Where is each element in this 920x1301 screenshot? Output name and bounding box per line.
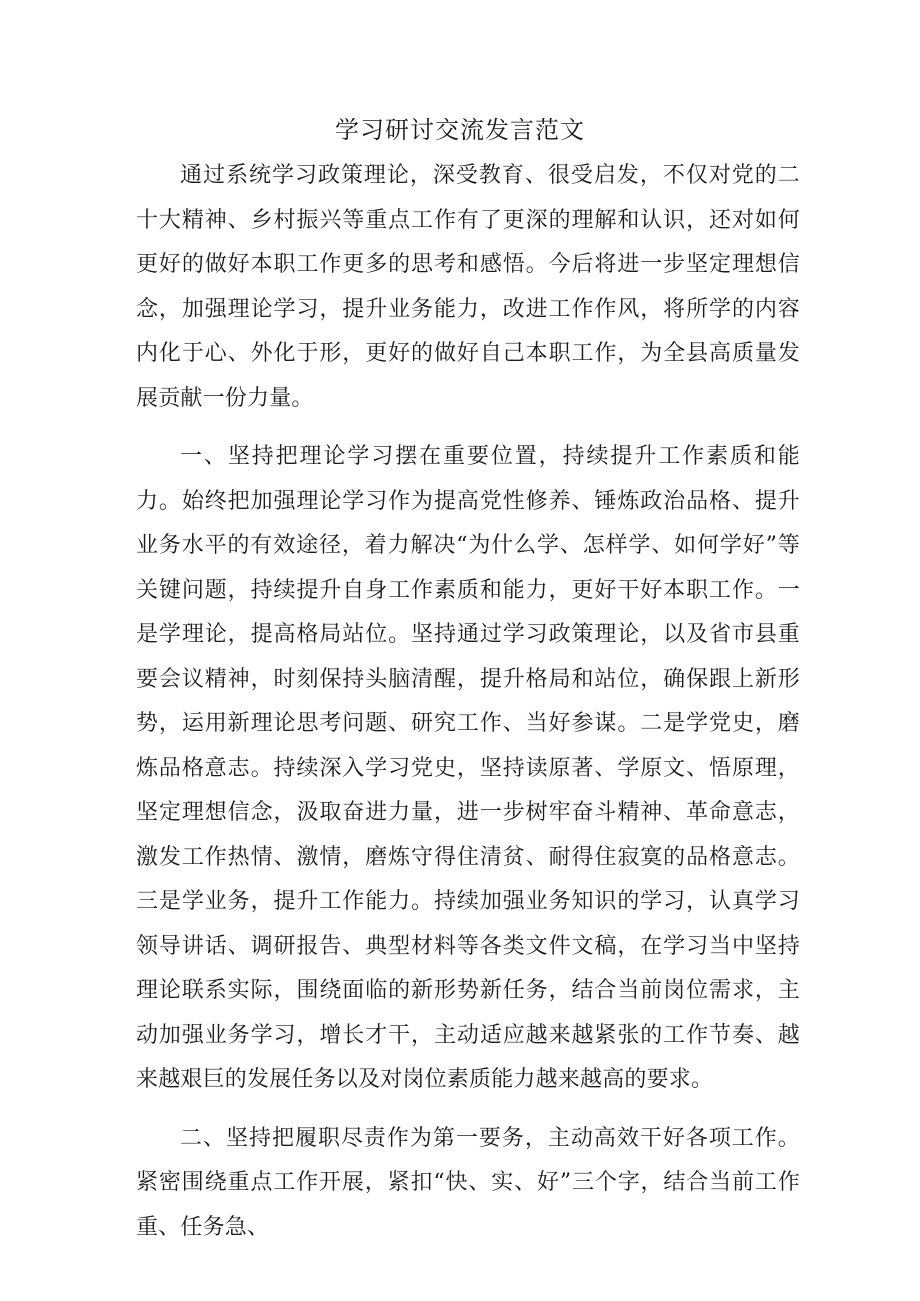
paragraph-intro: 通过系统学习政策理论，深受教育、很受启发，不仅对党的二十大精神、乡村振兴等重点工作有了更深的理解和认识，还对如何更好的做好本职工作更多的思考和感悟。今后将进一步坚定理想信念，加强理论学习，提升业务能力，改进工作作风，将所学的内容内化于心、外化于形，更好的做好自己本职工作，为全县高质量发展贡献一份力量。 [136, 163, 800, 411]
document-title: 学习研讨交流发言范文 [335, 116, 585, 144]
document-body [136, 154, 800, 1264]
paragraph-section-2: 二、坚持把履职尽责作为第一要务，主动高效干好各项工作。紧密围绕重点工作开展，紧扣“快、实、好”三个字，结合当前工作重、任务急、 [136, 1125, 800, 1240]
paragraph-section-1: 一、坚持把理论学习摆在重要位置，持续提升工作素质和能力。始终把加强理论学习作为提高党性修养、锤炼政治品格、提升业务水平的有效途径，着力解决“为什么学、怎样学、如何学好”等关键问题，持续提升自身工作素质和能力，更好干好本职工作。一是学理论，提高格局站位。坚持通过学习政策理论，以及省市县重要会议精神，时刻保持头脑清醒，提升格局和站位，确保跟上新形势，运用新理论思考问题、研究工作、当好参谋。二是学党史，磨炼品格意志。持续深入学习党史，坚持读原著、学原文、悟原理，坚定理想信念，汲取奋进力量，进一步树牢奋斗精神、革命意志，激发工作热情、激情，磨炼守得住清贫、耐得住寂寞的品格意志。三是学业务，提升工作能力。持续加强业务知识的学习，认真学习领导讲话、调研报告、典型材料等各类文件文稿，在学习当中坚持理论联系实际，围绕面临的新形势新任务，结合当前岗位需求，主动加强业务学习，增长才干，主动适应越来越紧张的工作节奏、越来越艰巨的发展任务以及对岗位素质能力越来越高的要求。 [136, 444, 800, 1092]
